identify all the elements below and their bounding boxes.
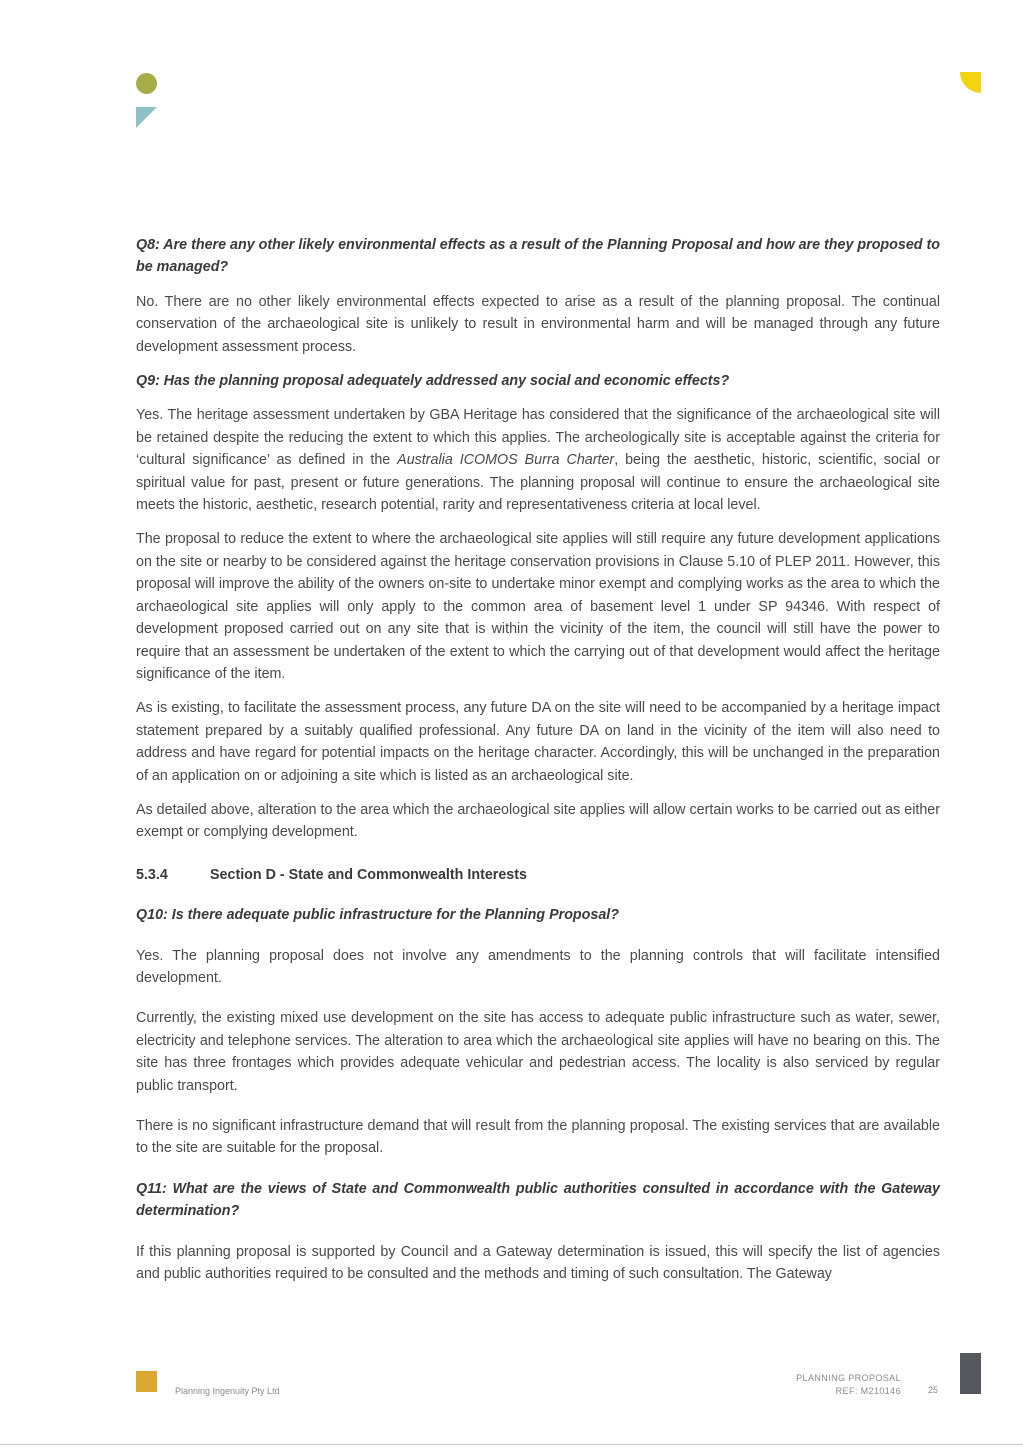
page-number: 25 [928, 1385, 939, 1395]
q11-paragraph-1: If this planning proposal is supported by Council and a Gateway determination is issued, this will specify the list of agencies and public authorities required to be consulted and the methods and timing of such consultation. The Gateway [136, 1243, 940, 1283]
slate-bar-decoration [960, 1353, 981, 1394]
section-title: Section D - State and Commonwealth Interests [210, 866, 527, 883]
q10-question: Q10: Is there adequate public infrastructure for the Planning Proposal? [136, 907, 620, 924]
q10-paragraph-2: Currently, the existing mixed use development on the site has access to adequate public infrastructure such as water, sewer, electricity and telephone services. The alteration to area which the archaeological site applies will have no bearing on this. The site has three frontages which provides adequate vehicular and pedestrian access. The locality is also serviced by regular public transport. [136, 1010, 940, 1094]
q9-question: Q9: Has the planning proposal adequately addressed any social and economic effects? [136, 373, 730, 390]
page-content [136, 234, 940, 1297]
yellow-quarter-circle-decoration [960, 72, 981, 93]
olive-circle-decoration [136, 73, 157, 94]
q9-paragraph-3: As is existing, to facilitate the assessment process, any future DA on the site will need to be accompanied by a heritage impact statement prepared by a suitably qualified professional. Any future DA on land in the vicinity of the item will also need to address and have regard for potential impacts on the heritage character. Accordingly, this will be unchanged in the preparation of an application on or adjoining a site which is listed as an archaeological site. [136, 700, 940, 784]
q9-paragraph-2: The proposal to reduce the extent to where the archaeological site applies will still require any future development applications on the site or nearby to be considered against the heritage conservation provisions in Clause 5.10 of PLEP 2011. However, this proposal will improve the ability of the owners on-site to undertake minor exempt and complying works as the area to which the archaeological site applies will only apply to the common area of basement level 1 under SP 94346. With respect of development proposed carried out on any site that is within the vicinity of the item, the council will still have the power to require that an assessment be undertaken of the extent to which the carrying out of that development would affect the heritage significance of the item. [136, 531, 940, 682]
bottom-divider [0, 1444, 1023, 1445]
footer-company: Planning Ingenuity Pty Ltd [175, 1386, 280, 1396]
q9-p1-text-after: , being the aesthetic, historic, scientific, social or spiritual value for past, present or future generations. The planning proposal will continue to ensure the archaeological site meets the historic, aesthetic, research potential, rarity and representativeness criteria at local level. [136, 452, 940, 514]
footer-ref: REF: M210146 [835, 1386, 901, 1396]
teal-triangle-decoration [136, 107, 157, 128]
gold-square-decoration [136, 1371, 157, 1392]
section-heading [136, 864, 940, 886]
q10-paragraph-1: Yes. The planning proposal does not involve any amendments to the planning controls that will facilitate intensified development. [136, 947, 940, 986]
q11-question: Q11: What are the views of State and Commonwealth public authorities consulted in accordance with the Gateway determination? [136, 1180, 940, 1220]
q8-question: Q8: Are there any other likely environmental effects as a result of the Planning Proposal and how are they proposed to be managed? [136, 237, 940, 276]
q9-paragraph-1 [136, 404, 940, 516]
q9-paragraph-4: As detailed above, alteration to the area which the archaeological site applies will allow certain works to be carried out as either exempt or complying development. [136, 801, 940, 841]
q9-p1-text-before: Yes. The heritage assessment undertaken by GBA Heritage has considered that the significance of the archaeological site will be retained despite the reducing the extent to which this applies. The archeologically site is acceptable against the criteria for ‘cultural significance’ as defined in the [136, 407, 940, 469]
section-number: 5.3.4 [136, 866, 168, 883]
footer-doc-title: PLANNING PROPOSAL [796, 1373, 901, 1383]
q10-paragraph-3: There is no significant infrastructure demand that will result from the planning proposal. The existing services that are available to the site are suitable for the proposal. [136, 1118, 940, 1157]
burra-charter-citation: Australia ICOMOS Burra Charter [397, 452, 615, 469]
footer-doc-info [740, 1372, 901, 1398]
q8-answer: No. There are no other likely environmental effects expected to arise as a result of the planning proposal. The continual conservation of the archaeological site is unlikely to result in environmental harm and will be managed through any future development assessment process. [136, 293, 940, 355]
